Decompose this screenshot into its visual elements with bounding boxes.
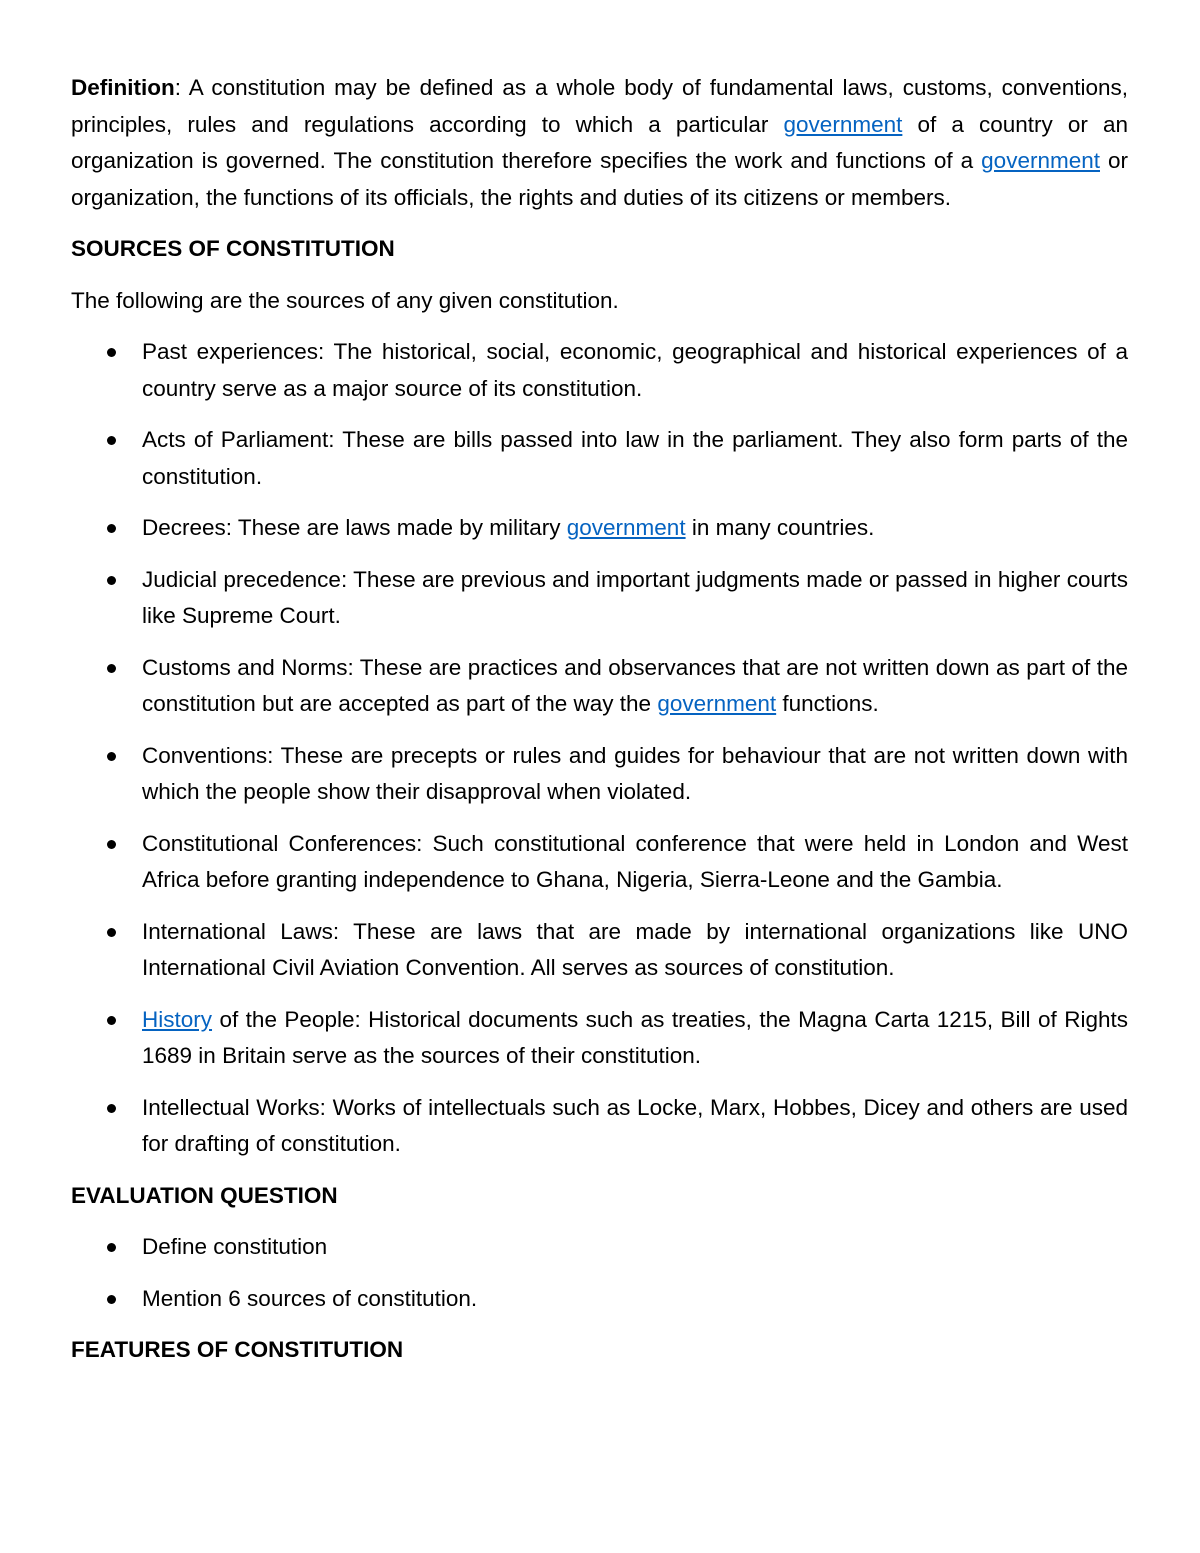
- bullet-icon: [107, 1295, 116, 1304]
- list-item: [71, 510, 1128, 547]
- list-item-text: Past experiences: The historical, social, economic, geographical and historical experiences of a country serve as a major source of its constitution.: [142, 339, 1128, 401]
- list-item-text: Customs and Norms: These are practices and observances that are not written down as part of the constitution but are accepted as part of the way the: [142, 654, 1128, 716]
- bullet-icon: [107, 1016, 116, 1025]
- list-item: [71, 334, 1128, 407]
- list-item: [71, 1229, 1128, 1266]
- history-link[interactable]: History: [142, 1006, 213, 1032]
- list-item-text: of the People: Historical documents such as treaties, the Magna Carta 1215, Bill of Rights 1689 in Britain serve as the sources of their constitution.: [142, 1006, 1128, 1068]
- bullet-icon: [107, 348, 116, 357]
- list-item: [71, 650, 1128, 723]
- list-item-text: Conventions: These are precepts or rules and guides for behaviour that are not written down with which the people show their disapproval when violated.: [142, 742, 1128, 804]
- evaluation-list: [71, 1229, 1128, 1317]
- document-page: [71, 70, 1128, 1384]
- list-item: [71, 914, 1128, 987]
- list-item-text: Acts of Parliament: These are bills passed into law in the parliament. They also form parts of the constitution.: [142, 427, 1128, 489]
- list-item-text: Constitutional Conferences: Such constitutional conference that were held in London and West Africa before granting independence to Ghana, Nigeria, Sierra-Leone and the Gambia.: [142, 830, 1128, 892]
- list-item: [71, 1281, 1128, 1318]
- list-item-text: Define constitution: [142, 1234, 328, 1259]
- definition-text-2: of a country or an organization is governed. The constitution therefore specifies the work and functions of a: [71, 111, 1128, 173]
- list-item: [71, 1002, 1128, 1075]
- list-item: [71, 826, 1128, 899]
- list-item-text: Mention 6 sources of constitution.: [142, 1285, 478, 1311]
- definition-text-3: or organization, the functions of its officials, the rights and duties of its citizens or members.: [71, 148, 1128, 210]
- list-item: [71, 1090, 1128, 1163]
- sources-list: [71, 334, 1128, 1163]
- evaluation-heading: EVALUATION QUESTION: [71, 1182, 338, 1208]
- bullet-icon: [107, 576, 116, 585]
- definition-paragraph: [71, 70, 1128, 216]
- bullet-icon: [107, 1104, 116, 1113]
- list-item-text: Intellectual Works: Works of intellectuals such as Locke, Marx, Hobbes, Dicey and others are used for drafting of constitution.: [142, 1094, 1128, 1156]
- bullet-icon: [107, 1243, 116, 1252]
- definition-label: Definition: [71, 75, 175, 100]
- government-link[interactable]: government: [657, 691, 777, 716]
- list-item-text: in many countries.: [685, 515, 875, 540]
- list-item: [71, 562, 1128, 635]
- bullet-icon: [107, 436, 116, 445]
- government-link[interactable]: government: [566, 515, 686, 540]
- bullet-icon: [107, 752, 116, 761]
- list-item-text: Judicial precedence: These are previous and important judgments made or passed in higher courts like Supreme Court.: [142, 566, 1128, 628]
- bullet-icon: [107, 664, 116, 673]
- bullet-icon: [107, 524, 116, 533]
- bullet-icon: [107, 840, 116, 849]
- list-item: [71, 738, 1128, 811]
- list-item-text: Decrees: These are laws made by military: [142, 515, 567, 540]
- government-link[interactable]: government: [783, 111, 903, 137]
- government-link[interactable]: government: [981, 148, 1100, 173]
- features-heading: FEATURES OF CONSTITUTION: [71, 1337, 404, 1362]
- bullet-icon: [107, 928, 116, 937]
- sources-intro: The following are the sources of any given constitution.: [71, 287, 619, 313]
- list-item: [71, 422, 1128, 495]
- list-item-text: International Laws: These are laws that are made by international organizations like UNO International Civil Aviation Convention. All serves as sources of constitution.: [142, 918, 1128, 980]
- list-item-text: functions.: [776, 691, 879, 716]
- definition-text-1: : A constitution may be defined as a whole body of fundamental laws, customs, conventions, principles, rules and regulations according to which a particular: [71, 75, 1128, 137]
- sources-heading: SOURCES OF CONSTITUTION: [71, 236, 395, 261]
